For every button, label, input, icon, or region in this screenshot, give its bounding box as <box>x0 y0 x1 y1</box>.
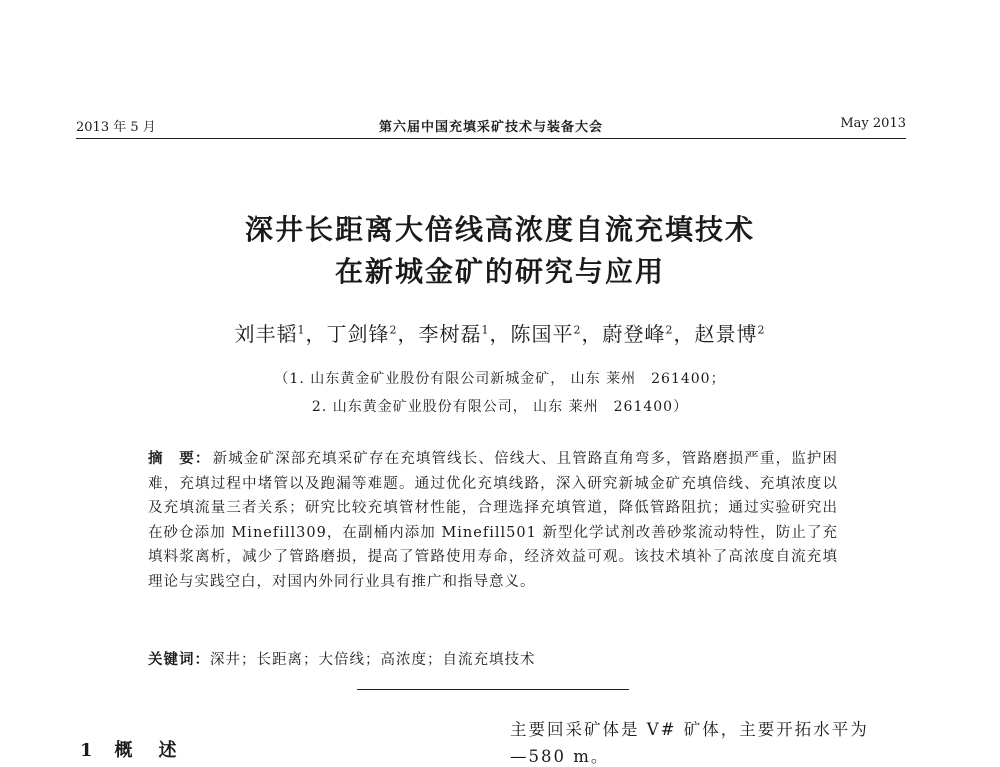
abstract-label: 摘 要： <box>148 450 211 467</box>
paper-title-line2: 在新城金矿的研究与应用 <box>334 255 665 288</box>
body-text-line1: 主要回采矿体是 V# 矿体，主要开拓水平为 <box>510 720 869 739</box>
author-name: 刘丰韬 <box>234 322 298 346</box>
header-date-en: May 2013 <box>840 116 906 131</box>
section-heading <box>80 736 181 762</box>
paper-title-line1: 深井长距离大倍线高浓度自流充填技术 <box>244 213 755 246</box>
author-affiliation-mark: 2 <box>665 323 674 337</box>
affiliation-line1: （1. 山东黄金矿业股份有限公司新城金矿， 山东 莱州 261400； <box>274 371 726 387</box>
author-affiliation-mark: 1 <box>297 323 306 337</box>
abstract-text: 新城金矿深部充填采矿存在充填管线长、倍线大、且管路直角弯多，管路磨损严重，监护困难，充填过程中堵管以及跑漏等难题。通过优化充填线路，深入研究新城金矿充填倍线、充填浓度以及充填流量三者关系；研究比较充填管材性能，合理选择充填管道，降低管路阻抗；通过实验研究出在砂仓添加 Minefill309，在副桶内添加 Minefill501 新型化学试剂改善砂浆流动特性，防止了充填料浆离析，减少了管路磨损，提高了管路使用寿命，经济效益可观。该技术填补了高浓度自流充填理论与实践空白，对国内外同行业具有推广和指导意义。 <box>148 451 839 590</box>
author-affiliation-mark: 2 <box>757 323 766 337</box>
author-list: 刘丰韬$^1$，丁剑锋$^2$，李树磊$^1$，陈国平$^2$，蔚登峰$^2$，赵景博$^2$ <box>234 322 766 346</box>
running-header <box>76 112 906 138</box>
section-title: 概 述 <box>114 740 181 761</box>
author-affiliation-mark: 2 <box>573 323 582 337</box>
author-affiliation-mark: 1 <box>481 323 490 337</box>
header-date-cn: 2013 年 5 月 <box>76 120 156 135</box>
keywords-label: 关键词： <box>148 651 210 668</box>
author-affiliation-mark: 2 <box>389 323 398 337</box>
keywords-text: 深井；长距离；大倍线；高浓度；自流充填技术 <box>210 652 536 668</box>
author-name: 蔚登峰 <box>602 322 666 346</box>
section-number: 1 <box>80 740 97 761</box>
section-divider <box>357 689 629 690</box>
body-text-line2: —580 m。 <box>510 747 610 766</box>
author-name: 陈国平 <box>510 322 574 346</box>
header-divider <box>76 138 906 139</box>
author-name: 李树磊 <box>418 322 482 346</box>
header-conference: 第六届中国充填采矿技术与装备大会 <box>378 120 603 135</box>
keywords <box>148 648 838 669</box>
abstract <box>148 447 838 594</box>
author-name: 丁剑锋 <box>326 322 390 346</box>
author-name: 赵景博 <box>694 322 758 346</box>
affiliation-line2: 2. 山东黄金矿业股份有限公司， 山东 莱州 261400） <box>311 399 689 415</box>
